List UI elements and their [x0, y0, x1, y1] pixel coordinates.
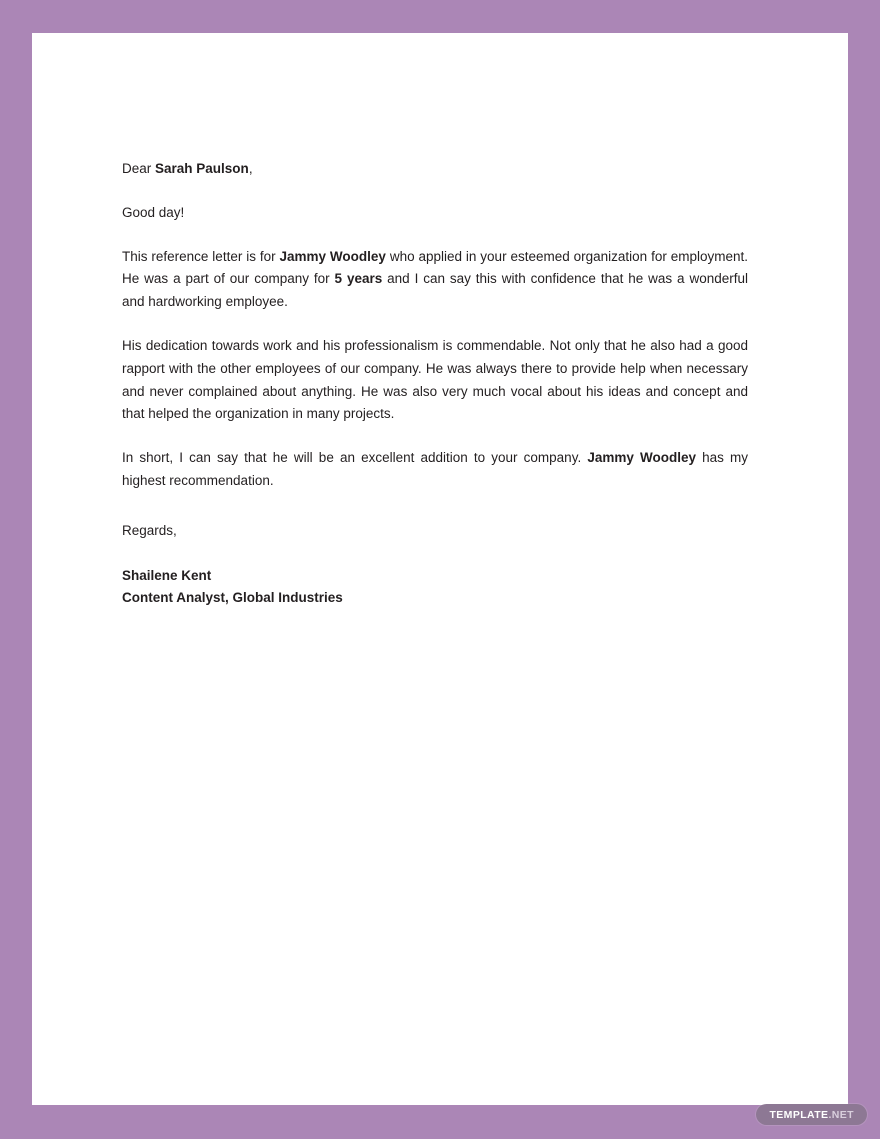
- paragraph1-part3: and I can say this with confidence that he was a wonderful and hardworking employee.: [122, 271, 749, 310]
- watermark-tld-text: .NET: [828, 1108, 854, 1121]
- paragraph1-part1: This reference letter is for: [122, 248, 280, 264]
- paragraph3-candidate-name: Jammy Woodley: [587, 450, 696, 466]
- body-paragraph-1: [122, 246, 748, 314]
- signer-name: Shailene Kent: [122, 567, 212, 583]
- paragraph1-tenure: 5 years: [334, 271, 383, 287]
- paragraph3-part1: In short, I can say that he will be an excellent addition to your company.: [122, 450, 588, 466]
- recipient-name: Sarah Paulson: [155, 161, 249, 176]
- salutation-line: [122, 158, 748, 181]
- watermark-brand-text: TEMPLATE: [769, 1108, 829, 1121]
- letter-page: [32, 33, 848, 1105]
- letter-content: [122, 158, 748, 610]
- salutation-prefix: Dear: [122, 161, 156, 176]
- paragraph1-part2: who applied in your esteemed organization for employment. He was a part of our company for: [122, 248, 748, 287]
- signature-block: [122, 565, 748, 611]
- body-paragraph-2: His dedication towards work and his professionalism is commendable. Not only that he also had a good rapport with the other employees of our company. He was always there to provide help when necessary and never complained about anything. He was also very much vocal about his ideas and concept and that helped the organization in many projects.: [122, 337, 748, 422]
- greeting-line: Good day!: [122, 204, 185, 220]
- closing-line: Regards,: [122, 522, 177, 538]
- template-net-watermark-badge[interactable]: [756, 1104, 867, 1125]
- paragraph1-candidate-name: Jammy Woodley: [279, 248, 386, 264]
- body-paragraph-3: [122, 447, 748, 493]
- paragraph3-part2: has my highest recommendation.: [122, 450, 748, 488]
- signer-title: Content Analyst, Global Industries: [122, 590, 343, 606]
- salutation-suffix: ,: [248, 161, 253, 176]
